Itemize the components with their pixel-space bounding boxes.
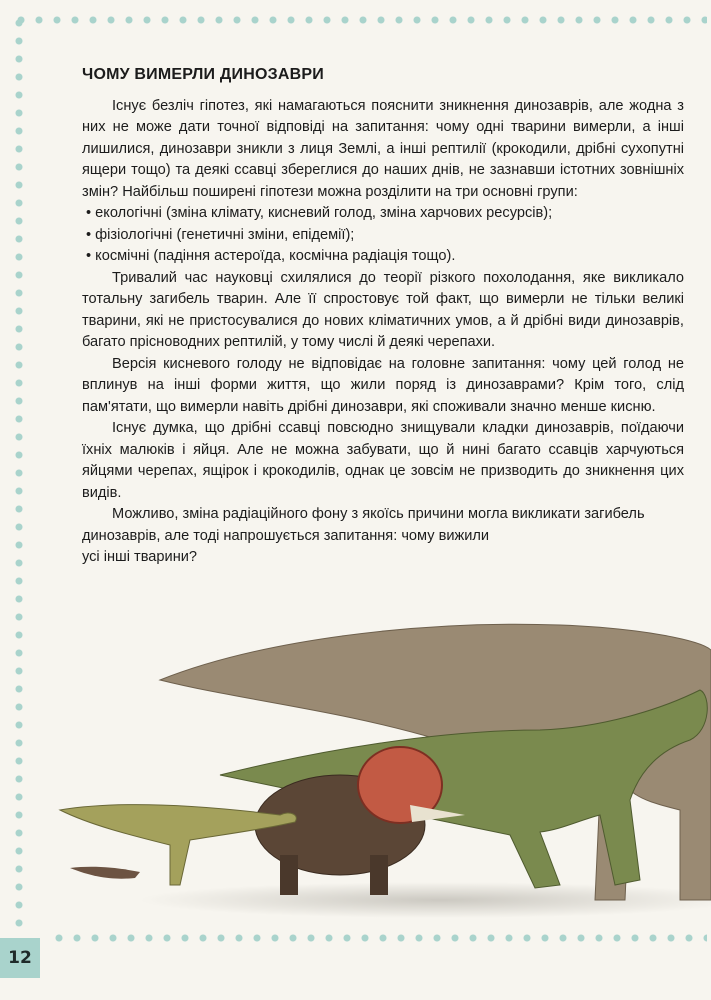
paragraph-radiation: [82, 504, 684, 569]
paragraph-intro: Існує безліч гіпотез, які намагаються пояснити зникнення динозаврів, але жодна з них не може дати точної відповіді на запитання: чому одні тварини вимерли, а інші лишилися, динозаври зникли з лиця Землі, а інші рептилії (крокодили, дрібні сухопутні ящери тощо) та деякі ссавці збереглися до наших днів, не зазнавши істотних зовнішніх змін? Найбільш поширені гіпотези можна розділити на три основні групи:: [82, 97, 684, 200]
paragraph-mammals: Існує думка, що дрібні ссавці повсюдно знищували кладки динозаврів, поїдаючи їхніх малюків і яйця. Але не можна забувати, що й нині багато ссавців харчуються яйцями черепах, ящірок і крокодилів, однак це зовсім не призводить до зникнення цих видів.: [82, 420, 684, 501]
page-number: 12: [0, 938, 40, 978]
paragraph-oxygen: Версія кисневого голоду не відповідає на головне запитання: чому цей голод не вплинув на інші форми життя, що жили поряд із динозаврами? Крім того, слід пам'ятати, що вимерли навіть дрібні динозаври, які споживали значно менше кисню.: [82, 355, 684, 415]
tiny-dinosaur-body: [70, 867, 140, 879]
list-item: • космічні (падіння астероїда, космічна радіація тощо).: [86, 246, 684, 268]
paragraph-radiation-start: Можливо, зміна радіаційного фону з якоїсь причини могла викликати загибель динозаврів, але тоді напрошується запитання: чому вижили: [82, 506, 645, 544]
page-title: ЧОМУ ВИМЕРЛИ ДИНОЗАВРИ: [82, 66, 324, 83]
paragraph-radiation-end: усі інші тварини?: [82, 549, 198, 565]
paragraph-cooling: Тривалий час науковці схилялися до теорії різкого похолодання, яке викликало тотальну загибель тварин. Але її спростовує той факт, що вимерли не тільки великі тварини, які не пристосувалися до нових кліматичних умов, а й дрібні види динозаврів, багато прісноводних рептилій, у тому числі й деякі черепахи.: [82, 269, 684, 350]
list-item: • фізіологічні (генетичні зміни, епідемії);: [86, 225, 684, 247]
left-dot-border: [12, 14, 26, 934]
list-item: • екологічні (зміна клімату, кисневий голод, зміна харчових ресурсів);: [86, 203, 684, 225]
small-dinosaur-figure: [60, 805, 296, 885]
hypothesis-list: [82, 203, 684, 268]
article: [82, 64, 684, 569]
top-dot-border: [12, 14, 707, 26]
bottom-dot-border: [50, 932, 707, 944]
dinosaur-illustration: [40, 600, 711, 920]
